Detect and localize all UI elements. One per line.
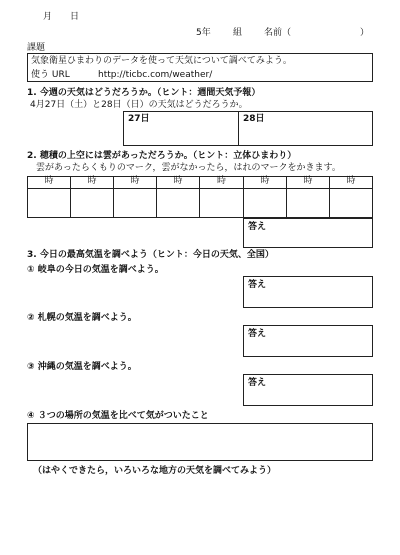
q4-title: ④ ３つの場所の気温を比べて気がついたこと xyxy=(27,411,209,421)
q1-answer-box-28 xyxy=(238,111,373,146)
url-label: 使う URL xyxy=(31,70,70,80)
weather-hour-header: 時 xyxy=(200,177,244,189)
weather-hour-header: 時 xyxy=(71,177,114,189)
q1-title: 1. 今週の天気はどうだろうか。（ヒント：週間天気予報） xyxy=(27,88,261,98)
q3-answer-box-gifu xyxy=(243,276,373,308)
weather-hour-header: 時 xyxy=(28,177,71,189)
class-label: 組 xyxy=(233,28,243,38)
weather-mark-cell xyxy=(114,189,157,217)
q1-answer-box-27 xyxy=(123,111,239,146)
q3-answer-label-gifu: 答え xyxy=(248,280,267,290)
name-close: ） xyxy=(360,28,370,38)
q2-title: 2. 穂積の上空には雲があっただろうか。（ヒント：立体ひまわり） xyxy=(27,151,297,161)
q2-answer-label: 答え xyxy=(248,222,267,232)
q3-title: 3. 今日の最高気温を調べよう（ヒント：今日の天気、全国） xyxy=(27,250,274,260)
assignment-text: 気象衛星ひまわりのデータを使って天気について調べてみよう。 xyxy=(31,56,292,66)
weather-hour-header: 時 xyxy=(114,177,157,189)
footer-note: （はやくできたら，いろいろな地方の天気を調べてみよう） xyxy=(33,466,277,476)
weather-hour-header: 時 xyxy=(287,177,330,189)
q1-prompt: 4月27日（土）と28日（日）の天気はどうだろうか。 xyxy=(30,100,248,110)
assignment-box xyxy=(27,53,373,82)
weather-mark-cell xyxy=(28,189,71,217)
q1-day1-label: 27日 xyxy=(128,114,150,124)
q3-answer-label-okinawa: 答え xyxy=(248,378,267,388)
weather-mark-cell xyxy=(200,189,244,217)
q3-sub1: ① 岐阜の今日の気温を調べよう。 xyxy=(27,265,164,275)
grade-label: 5年 xyxy=(196,28,211,38)
q3-sub3: ③ 沖縄の気温を調べよう。 xyxy=(27,362,137,372)
url-link[interactable]: http://ticbc.com/weather/ xyxy=(98,70,213,80)
assignment-label: 課題 xyxy=(27,43,46,53)
q3-answer-box-sapporo xyxy=(243,325,373,357)
name-label: 名前（ xyxy=(264,28,292,38)
weather-hour-header: 時 xyxy=(157,177,200,189)
weather-hour-header: 時 xyxy=(330,177,373,189)
weather-mark-cell xyxy=(287,189,330,217)
weather-hour-header: 時 xyxy=(244,177,287,189)
weather-mark-cell xyxy=(71,189,114,217)
day-label: 日 xyxy=(70,12,80,22)
q1-day2-label: 28日 xyxy=(243,114,265,124)
q3-answer-box-okinawa xyxy=(243,374,373,406)
weather-table xyxy=(27,176,373,218)
q3-answer-label-sapporo: 答え xyxy=(248,329,267,339)
q3-sub2: ② 札幌の気温を調べよう。 xyxy=(27,313,137,323)
weather-mark-cell xyxy=(157,189,200,217)
q2-answer-box xyxy=(243,218,373,248)
month-label: 月 xyxy=(43,12,53,22)
weather-mark-cell xyxy=(244,189,287,217)
weather-mark-cell xyxy=(330,189,373,217)
q4-answer-box xyxy=(27,423,373,461)
q2-prompt: 雲があったらくもりのマーク，雲がなかったら，はれのマークをかきます。 xyxy=(36,163,341,173)
